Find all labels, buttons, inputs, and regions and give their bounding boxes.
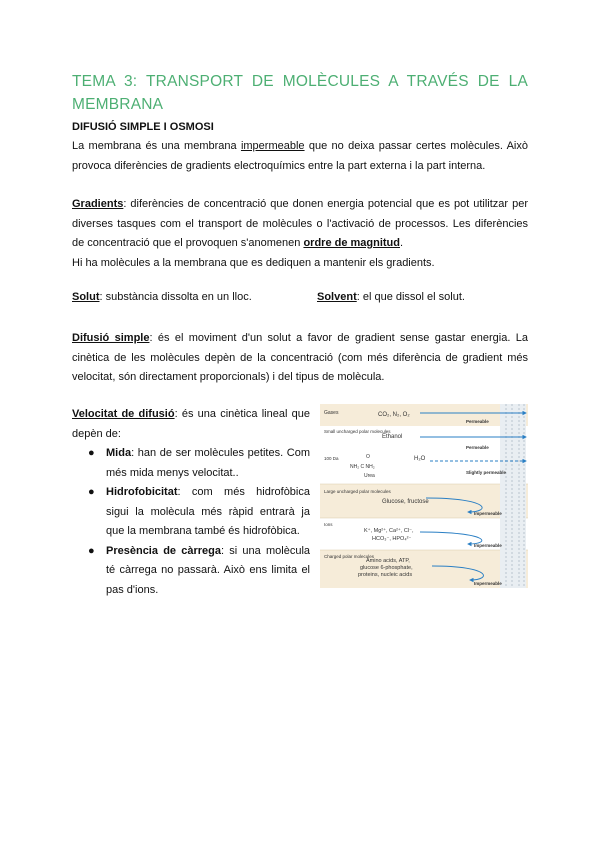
membrane-bilayer xyxy=(500,404,526,588)
text: La membrana és una membrana xyxy=(72,140,241,152)
term-solut: Solut xyxy=(72,291,100,303)
text: : substància dissolta en un lloc. xyxy=(99,291,252,303)
mol-charged: Amino acids, ATP, xyxy=(366,558,410,564)
term-solvent: Solvent xyxy=(317,291,357,303)
term-mida: Mida xyxy=(106,447,132,459)
tag-gases: Permeable xyxy=(466,419,489,424)
term-difusio-simple: Difusió simple xyxy=(72,332,150,344)
paragraph-line xyxy=(72,137,528,157)
text: . xyxy=(400,237,404,249)
list-line: té càrrega no passarà. Això ens limita el xyxy=(106,564,310,576)
mol-charged-2: glucose 6-phosphate, xyxy=(360,565,413,571)
tag-ions: Impermeable xyxy=(474,543,502,548)
text: : diferències de concentració que donen energia potencial que es pot utilitzar per xyxy=(123,198,528,210)
list-line: que la membrana també és hidrofòbica. xyxy=(106,525,300,537)
text: de concentració que el provoquen s'anomenen xyxy=(72,237,304,249)
term-impermeable: impermeable xyxy=(240,140,305,152)
text: : és el moviment d'un solut a favor de gradient sense gastar energia. La xyxy=(149,332,528,344)
tag-100da: Slightly permeable xyxy=(466,470,507,475)
text: : si una molècula xyxy=(221,544,311,557)
cat-gases: Gases xyxy=(324,410,339,416)
page-title xyxy=(72,70,528,116)
urea-structure: NH₂ C NH₂ xyxy=(350,464,375,470)
title-line-2: MEMBRANA xyxy=(72,96,164,113)
cat-100da: 100 Da xyxy=(324,456,339,461)
paragraph-line: diverses tasques com el transport de molècules o l'activació de processos. Les diferències xyxy=(72,217,528,230)
band-gases xyxy=(320,404,528,426)
cat-ions: Ions xyxy=(324,522,333,527)
mol-glucose: Glucose, fructose xyxy=(382,499,429,505)
bullet-icon: ● xyxy=(88,447,95,459)
text: : han de ser molècules petites. Com xyxy=(131,447,310,459)
paragraph-gradients xyxy=(72,195,528,273)
term-hidrofobicitat: Hidrofobicitat xyxy=(106,486,178,498)
title-line-1: TEMA 3: TRANSPORT DE MOLÈCULES A TRAVÉS DE LA xyxy=(72,73,528,90)
paragraph-line: cinètica de les molècules depèn de la concentració (com més diferència de gradient més xyxy=(72,351,528,364)
bullet-icon: ● xyxy=(88,544,95,557)
list-item xyxy=(72,444,310,483)
list-line xyxy=(106,483,310,503)
paragraph-line: provoca diferències de gradients electroquímics entre la part externa i la part interna. xyxy=(72,159,486,172)
term-presencia-carrega: Presència de càrrega xyxy=(106,544,221,557)
paragraph-line xyxy=(72,234,528,254)
text: : el que dissol el solut. xyxy=(356,291,465,303)
paragraph-line: velocitat, són directament proporcionals) i del tipus de molècula. xyxy=(72,371,385,383)
term-ordre-de-magnitud: ordre de magnitud xyxy=(303,237,400,249)
list-line: pas d'ions. xyxy=(106,583,159,596)
paragraph-line: Hi ha molècules a la membrana que es dediquen a mantenir els gradients. xyxy=(72,256,435,269)
paragraph-difusio-simple xyxy=(72,329,528,388)
solut-definition xyxy=(72,291,252,303)
tag-small-polar: Permeable xyxy=(466,445,489,450)
list-item xyxy=(72,542,310,601)
paragraph-membrana xyxy=(72,137,528,176)
paragraph-line xyxy=(72,405,310,425)
solvent-definition xyxy=(317,291,465,303)
list-line xyxy=(106,444,310,464)
mol-ions-2: HCO₃⁻, HPO₄²⁻ xyxy=(372,536,412,542)
mol-ions: K⁺, Mg²⁺, Ca²⁺, Cl⁻, xyxy=(364,528,414,534)
velocitat-section xyxy=(72,405,310,600)
text: : com més hidrofòbica xyxy=(177,486,310,498)
mol-charged-3: proteins, nucleic acids xyxy=(358,572,413,578)
mol-ethanol: Ethanol xyxy=(382,434,403,440)
paragraph-line xyxy=(72,329,528,349)
bullet-icon: ● xyxy=(88,486,95,498)
tag-large-polar: Impermeable xyxy=(474,511,502,516)
list-item xyxy=(72,483,310,542)
list-line xyxy=(106,542,310,562)
list-line: més mida menys velocitat.. xyxy=(106,466,239,479)
tag-charged: Impermeable xyxy=(474,581,502,586)
mol-gases: CO₂, N₂, O₂ xyxy=(378,412,410,418)
cat-small-polar: Small uncharged polar molecules xyxy=(324,429,391,434)
text: : és una cinètica lineal que xyxy=(174,408,310,420)
cat-charged: Charged polar molecules xyxy=(324,554,375,559)
urea-structure: O xyxy=(366,454,370,460)
paragraph-line xyxy=(72,195,528,215)
section-heading: DIFUSIÓ SIMPLE I OSMOSI xyxy=(72,121,214,133)
term-velocitat: Velocitat de difusió xyxy=(72,408,175,420)
list-line: sigui la molècula més ràpid entrarà ja xyxy=(106,505,310,518)
term-gradients: Gradients xyxy=(72,198,124,210)
membrane-permeability-figure xyxy=(320,404,528,588)
mol-water: H₂O xyxy=(414,456,426,462)
cat-large-polar: Large uncharged polar molecules xyxy=(324,489,391,494)
factors-list xyxy=(72,444,310,600)
mol-urea: Urea xyxy=(364,473,375,479)
text: que no deixa passar certes molècules. Això xyxy=(304,140,528,152)
definitions-row xyxy=(72,291,528,303)
paragraph-line: depèn de: xyxy=(72,427,121,440)
